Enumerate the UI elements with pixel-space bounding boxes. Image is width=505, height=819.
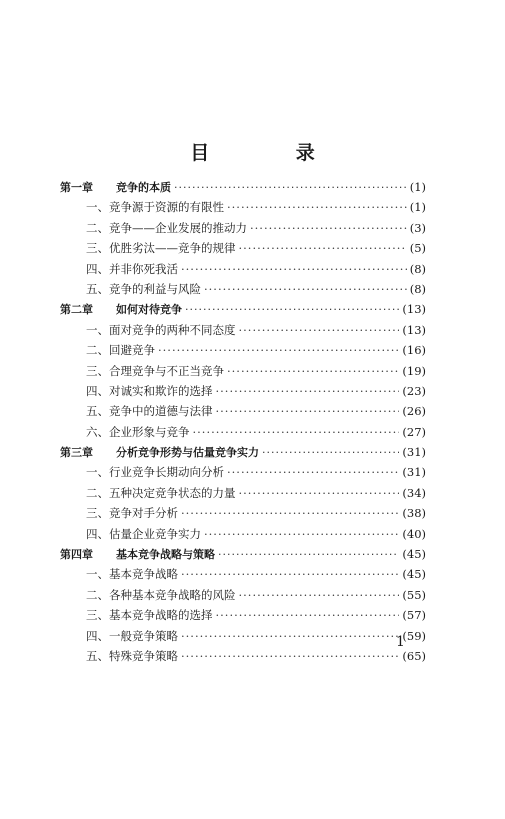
section-title: 一、面对竞争的两种不同态度 [86, 322, 236, 337]
page-number: 1 [396, 634, 405, 650]
toc-page-number: (5) [409, 241, 426, 256]
section-title: 三、竞争对手分析 [86, 506, 178, 521]
dot-leader [181, 259, 407, 279]
toc-section-row [60, 259, 426, 279]
toc-section-row [60, 626, 426, 646]
toc-page-number: (19) [402, 363, 426, 378]
chapter-number: 第二章 [60, 303, 93, 317]
dot-leader [239, 483, 400, 503]
toc-page-number: (8) [409, 281, 426, 296]
section-title: 二、各种基本竞争战略的风险 [86, 587, 236, 602]
toc-page-number: (55) [402, 587, 426, 602]
toc-chapter-row [60, 442, 426, 462]
toc-page-number: (34) [402, 485, 426, 500]
section-title: 一、竞争源于资源的有限性 [86, 200, 224, 215]
toc-section-row [60, 218, 426, 238]
section-title: 六、企业形象与竞争 [86, 424, 190, 439]
section-title: 一、行业竞争长期动向分析 [86, 465, 224, 480]
toc-section-row [60, 320, 426, 340]
toc-page-number: (1) [409, 180, 426, 194]
dot-leader [181, 564, 399, 584]
dot-leader [250, 218, 407, 238]
toc-chapter-row [60, 299, 426, 319]
toc-section-row [60, 483, 426, 503]
toc-section-row [60, 197, 426, 217]
toc-section-row [60, 462, 426, 482]
toc-page-number: (45) [402, 547, 426, 562]
section-title: 二、竞争——企业发展的推动力 [86, 220, 247, 235]
page-title: 目 录 [190, 142, 355, 164]
dot-leader [181, 503, 399, 523]
toc-section-row [60, 340, 426, 360]
toc-page-number: (31) [402, 445, 426, 460]
section-title: 一、基本竞争战略 [86, 567, 178, 582]
dot-leader [227, 462, 399, 482]
toc-section-row [60, 361, 426, 381]
section-title: 四、对诚实和欺诈的选择 [86, 383, 213, 398]
chapter-title: 如何对待竞争 [116, 303, 182, 317]
toc-page-number: (13) [402, 302, 426, 317]
section-title: 五、特殊竞争策略 [86, 648, 178, 663]
toc-page-number: (38) [402, 506, 426, 521]
chapter-number: 第三章 [60, 446, 93, 460]
dot-leader [239, 238, 407, 258]
dot-leader [158, 340, 399, 360]
toc-section-row [60, 605, 426, 625]
section-title: 五、竞争的利益与风险 [86, 281, 201, 296]
toc-page-number: (31) [402, 465, 426, 480]
toc-section-row [60, 422, 426, 442]
toc-chapter-row [60, 544, 426, 564]
dot-leader [185, 300, 399, 320]
dot-leader [181, 646, 399, 666]
dot-leader [204, 524, 399, 544]
dot-leader [174, 178, 407, 198]
toc-section-row [60, 524, 426, 544]
toc-section-row [60, 503, 426, 523]
toc-page-number: (13) [402, 322, 426, 337]
dot-leader [193, 422, 400, 442]
chapter-number: 第四章 [60, 548, 93, 562]
toc-section-row [60, 646, 426, 666]
section-title: 四、估量企业竞争实力 [86, 526, 201, 541]
dot-leader [262, 443, 399, 463]
section-title: 五、竞争中的道德与法律 [86, 404, 213, 419]
toc-page-number: (3) [409, 220, 426, 235]
toc-page-number: (23) [402, 383, 426, 398]
section-title: 二、回避竞争 [86, 343, 155, 358]
toc-page-number: (59) [402, 628, 426, 643]
section-title: 三、合理竞争与不正当竞争 [86, 363, 224, 378]
toc-page-number: (16) [402, 343, 426, 358]
toc-section-row [60, 401, 426, 421]
toc-page-number: (26) [402, 404, 426, 419]
toc-page-number: (57) [402, 608, 426, 623]
toc-page-number: (65) [402, 648, 426, 663]
dot-leader [204, 279, 407, 299]
toc-page-number: (8) [409, 261, 426, 276]
dot-leader [216, 401, 400, 421]
chapter-title: 分析竞争形势与估量竞争实力 [116, 446, 259, 460]
dot-leader [227, 361, 399, 381]
section-title: 三、优胜劣汰——竞争的规律 [86, 241, 236, 256]
toc-page-number: (1) [409, 200, 426, 215]
chapter-title: 基本竞争战略与策略 [116, 548, 215, 562]
toc-section-row [60, 279, 426, 299]
dot-leader [216, 381, 400, 401]
toc-section-row [60, 585, 426, 605]
dot-leader [218, 545, 399, 565]
dot-leader [181, 626, 399, 646]
toc-page-number: (40) [402, 526, 426, 541]
toc-chapter-row [60, 177, 426, 197]
chapter-number: 第一章 [60, 181, 93, 194]
chapter-title: 竞争的本质 [116, 181, 171, 194]
toc-page-number: (27) [402, 424, 426, 439]
section-title: 四、并非你死我活 [86, 261, 178, 276]
section-title: 四、一般竞争策略 [86, 628, 178, 643]
dot-leader [239, 320, 400, 340]
dot-leader [239, 585, 400, 605]
toc-section-row [60, 381, 426, 401]
toc-section-row [60, 238, 426, 258]
section-title: 三、基本竞争战略的选择 [86, 608, 213, 623]
dot-leader [227, 197, 407, 217]
dot-leader [216, 605, 400, 625]
section-title: 二、五种决定竞争状态的力量 [86, 485, 236, 500]
toc-section-row [60, 564, 426, 584]
table-of-contents [60, 177, 426, 666]
toc-page-number: (45) [402, 567, 426, 582]
